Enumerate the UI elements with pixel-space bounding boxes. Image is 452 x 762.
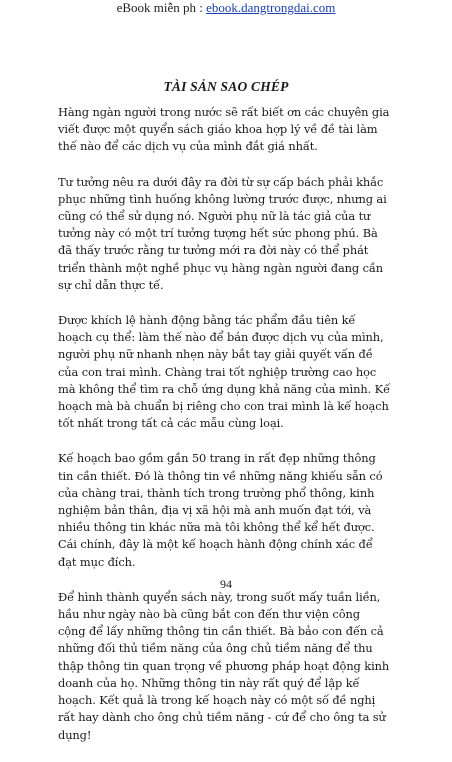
page-header <box>0 0 452 16</box>
chapter-title: TÀI SẢN SAO CHÉP <box>163 79 289 94</box>
header-prefix: eBook miễn ph : <box>116 0 207 15</box>
ebook-site-link[interactable]: ebook.dangtrongdai.com <box>206 0 336 15</box>
paragraph-3: Được khích lệ hành động bằng tác phẩm đầu tiên kế hoạch cụ thể: làm thế nào để bán được dịch vụ của mình, người phụ nữ nhanh nhẹn này bắt tay giải quyết vấn đề của con trai mình. Chàng trai tốt nghiệp trường cao học mà không thể tìm ra chỗ ứng dụng khả năng của mình. Kế hoạch mà bà chuẩn bị riêng cho con trai mình là kế hoạch tốt nhất trong tất cả các mẫu cùng loại. <box>58 313 390 431</box>
paragraph-1: Hàng ngàn người trong nước sẽ rất biết ơn các chuyên gia viết được một quyển sách giáo khoa hợp lý về đề tài làm thế nào để các dịch vụ của mình đắt giá nhất. <box>58 105 390 154</box>
paragraph-2: Tư tưởng nêu ra dưới đây ra đời từ sự cấp bách phải khắc phục những tình huống không lường trước được, nhưng ai cũng có thể sử dụng nó. Người phụ nữ là tác giả của tư tưởng này có một trí tưởng tượng hết sức phong phú. Bà đã thấy trước rằng tư tưởng mới ra đời này có thể phát triển thành một nghề phục vụ hàng ngàn người đang cần sự chỉ dẫn thực tế. <box>58 174 387 292</box>
body-text <box>58 104 390 762</box>
paragraph-5: Để hình thành quyển sách này, trong suốt mấy tuần liền, hầu như ngày nào bà cũng bắt con đến thư viện công cộng để lấy những thông tin cần thiết. Bà bảo con đến cả những đối thủ tiềm năng của ông chủ tiềm năng để thu thập thông tin quan trọng về phương pháp hoạt động kinh doanh của họ. Những thông tin này rất quý để lập kế hoạch. Kết quả là trong kế hoạch này có một số đề nghị rất hay dành cho ông chủ tiềm năng - cứ để cho ông ta sử dụng! <box>58 589 390 742</box>
page-number: 94 <box>220 577 232 591</box>
paragraph-4: Kế hoạch bao gồm gần 50 trang in rất đẹp những thông tin cần thiết. Đó là thông tin về những năng khiếu sẵn có của chàng trai, thành tích trong trường phổ thông, kinh nghiệm bản thân, địa vị xã hội mà anh muốn đạt tới, và nhiều thông tin khác nữa mà tôi không thể kể hết được. Cái chính, đây là một kế hoạch hành động chính xác để đạt mục đích. <box>58 451 383 569</box>
